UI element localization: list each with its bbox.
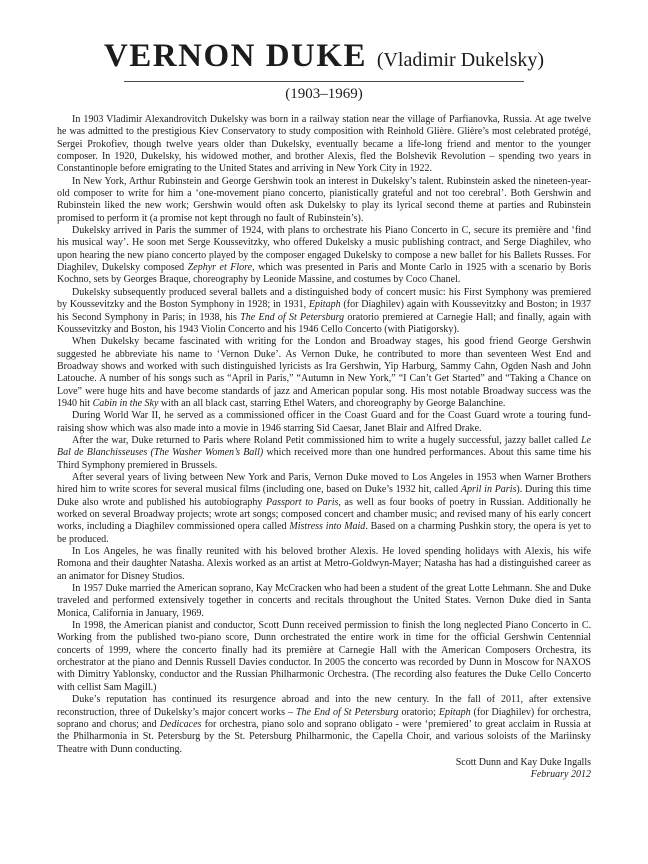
text-run: After several years of living between New York and Paris, Vernon Duke moved to Los Angeles in 1953 when Warner Brothers hired him to write scores for several musical films (including one, based on Duke’s 1932 hit, called xyxy=(57,471,591,496)
text-run: , as well as four books of poetry in Russian. Additionally he worked on several Broadway projects; wrote art songs; composed concert and chamber music; and revised many of his early concert works, including a Diaghilev commissioned opera called xyxy=(57,496,591,533)
work-title-italic: ( xyxy=(147,447,154,459)
signature-authors: Scott Dunn and Kay Duke Ingalls xyxy=(455,756,591,768)
text-run: During World War II, he served as a commissioned officer in the Coast Guard and for the Coast Guard wrote a touring fund-raising show which was also made into a movie in 1946 starring Sid Caesar, Janet Blair and Alfred Drake. xyxy=(57,410,591,434)
text-run: Dukelsky arrived in Paris the summer of 1924, with plans to orchestrate his Piano Concerto in C, secure its première and ‘find his musical way’. He soon met Serge Koussevitzky, who offered Dukelsky a music publishing contract, and Serge Diaghilev, who upon hearing the new piano concerto played by the composer engaged Dukelsky to compose a new ballet for his Ballets Russes. For Diaghilev, Dukelsky composed xyxy=(57,225,591,274)
title-name: VERNON DUKE xyxy=(103,38,368,74)
work-title-italic: Mistress into Maid xyxy=(289,521,366,533)
document-footer xyxy=(57,757,591,782)
biography-body xyxy=(57,114,591,756)
text-run: oratorio; xyxy=(398,706,439,718)
paragraph xyxy=(57,225,591,287)
text-run: for orchestra, piano solo and soprano obligato - were ‘premiered’ to great acclaim in Russia at the Philharmonia in St. Petersburg by the St. Petersburg Philharmonic, the Capella Choir, and various soloists of the Mariinsky Theatre with Dunn conducting. xyxy=(57,718,591,755)
text-run: . Based on a charming Pushkin story, the opera is yet to be produced. xyxy=(57,521,591,545)
paragraph xyxy=(57,620,591,694)
work-title-italic: Epitaph xyxy=(308,299,341,311)
signature-date: February 2012 xyxy=(530,769,591,781)
text-run: In 1903 Vladimir Alexandrovitch Dukelsky was born in a railway station near the village of Parfianovka, Russia. At age twelve he was admitted to the prestigious Kiev Conservatory to study composition with Reinhold Glière. Glière’s most celebrated protégé, Sergei Prokofiev, though twelve years older than Dukelsky, eventually became a life-long friend and mentor to the younger composer. In 1920, Dukelsky, his widowed mother, and brother Alexis, fled the Bolshevik Revolution – spending two years in Constantinople before emigrating to the United States and arriving in New York City in 1922. xyxy=(57,114,591,175)
work-title-italic: April in Paris xyxy=(460,484,517,496)
paragraph xyxy=(57,410,591,435)
paragraph xyxy=(57,176,591,225)
paragraph xyxy=(57,435,591,472)
work-title-italic: The End of St Petersburg xyxy=(295,706,399,718)
text-run: Duke’s reputation has continued its resurgence abroad and into the new century. In the fall of 2011, after extensive reconstruction, three of Dukelsky’s major concert works – xyxy=(57,694,591,718)
title-dates: (1903–1969) xyxy=(285,86,363,102)
work-title-italic: Le Bal de Blanchisseuses xyxy=(57,434,591,459)
work-title-italic: ) xyxy=(259,447,264,459)
paragraph xyxy=(57,114,591,176)
text-run: (for Diaghilev) for orchestra, soprano and chorus; and xyxy=(57,706,591,730)
text-run: (for Diaghilev) again with Koussevitzky and Boston; in 1937 his Second Symphony in Paris; in 1938, his xyxy=(57,299,591,323)
page-title xyxy=(57,38,591,78)
title-divider xyxy=(124,81,524,82)
paragraph xyxy=(57,287,591,336)
text-run: oratorio premiered at Carnegie Hall; and finally, again with Koussevitzky and Boston, his 1943 Violin Concerto and his 1946 Cello Concerto (with Piatigorsky). xyxy=(57,311,591,335)
title-alternate-name: (Vladimir Dukelsky) xyxy=(376,49,545,71)
paragraph xyxy=(57,694,591,756)
text-run: In 1998, the American pianist and conductor, Scott Dunn received permission to finish the long neglected Piano Concerto in C. Working from the published two-piano score, Dunn orchestrated the entire work in time for the official Gershwin Centennial concerts of 1999, where the concerto finally had its première at Carnegie Hall with the American Composers Orchestra, its orchestrator at the piano and Dennis Russell Davies conductor. In 2005 the concerto was recorded by Dunn in Moscow for NAXOS with Dimitry Yablonsky, conductor and the Russian Philharmonic Orchestra. (The recording also features the Duke Cello Concerto with cellist Sam Magill.) xyxy=(57,620,591,693)
paragraph xyxy=(57,336,591,410)
text-run: After the war, Duke returned to Paris where Roland Petit commissioned him to write a hugely successful, jazzy ballet called xyxy=(72,434,581,446)
text-run: with an all black cast, starring Ethel Waters, and choreography by George Balanchine. xyxy=(158,397,506,409)
work-title-italic: Dedicaces xyxy=(159,718,202,730)
work-title-italic: The End of St Petersburg xyxy=(240,311,345,323)
paragraph xyxy=(57,546,591,583)
text-run: which received more than one hundred performances. About this same time his Third Symphony premiered in Brussels. xyxy=(57,447,591,471)
text-run: In New York, Arthur Rubinstein and George Gershwin took an interest in Dukelsky’s talent. Rubinstein asked the nineteen-year-old composer to write for him a ‘one-movement piano concerto, pianistically grateful and not too cerebral’. Both Gershwin and Rubinstein liked the new work; Gershwin would often ask Dukelsky to play its lyrical second theme at parties and Rubinstein promised to perform it (a promise not kept through no fault of Rubinstein’s). xyxy=(57,175,591,224)
work-title-italic: Zephyr et Flore xyxy=(187,262,253,274)
work-title-italic: The Washer Women’s Ball xyxy=(153,447,260,459)
text-run: ). During this time Duke also wrote and published his autobiography xyxy=(57,484,592,508)
work-title-italic: Epitaph xyxy=(438,706,471,718)
paragraph xyxy=(57,583,591,620)
text-run: In Los Angeles, he was finally reunited with his beloved brother Alexis. He loved spending holidays with Alexis, his wife Romona and their daughter Natasha. Alexis worked as an artist at Metro-Goldwyn-Mayer; Natasha has had a distinguished career as an animator for Disney Studios. xyxy=(57,546,591,582)
text-run: , which was presented in Paris and Monte Carlo in 1925 with a scenario by Boris Kochno, sets by Georges Braque, choreography by Leonide Massine, and costumes by Coco Chanel. xyxy=(57,262,591,286)
text-run: In 1957 Duke married the American soprano, Kay McCracken who had been a student of the great Lotte Lehmann. She and Duke traveled and performed extensively together in concerts and recitals throughout the United States. Vernon Duke died in Santa Monica, California in January, 1969. xyxy=(57,583,591,619)
work-title-italic: Passport to Paris xyxy=(266,496,339,508)
document-header xyxy=(57,38,591,103)
text-run: Dukelsky subsequently produced several ballets and a distinguished body of concert music: his First Symphony was premiered by Koussevitzky and the Boston Symphony in 1928; in 1931, xyxy=(57,286,591,311)
paragraph xyxy=(57,472,591,546)
text-run: When Dukelsky became fascinated with writing for the London and Broadway stages, his good friend George Gershwin suggested he abbreviate his name to ‘Vernon Duke’. As Vernon Duke, he contributed to more than seventeen West End and Broadway shows and worked with such distinguished lyricists as Ira Gershwin, Yip Harburg, Sammy Cahn, Ogden Nash and John Latouche. A number of his songs such as “April in Paris,” “Autumn in New York,” “I Can’t Get Started” and “Taking a Chance on Love” were huge hits and have become standards of jazz and American popular song. His most notable Broadway success was the 1940 hit xyxy=(57,336,591,409)
work-title-italic: Cabin in the Sky xyxy=(92,397,159,409)
